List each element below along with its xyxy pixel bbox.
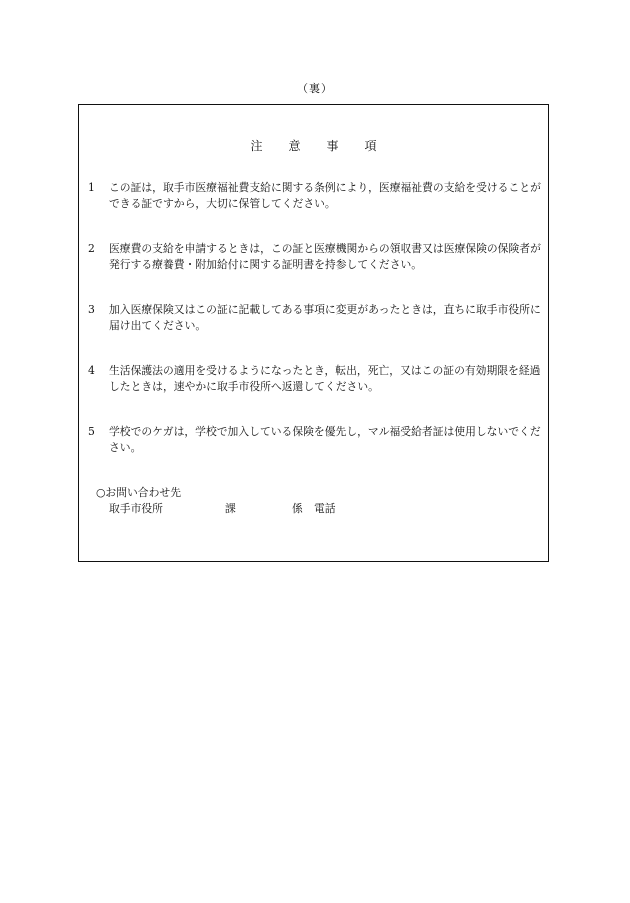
- item-number: 3: [88, 303, 95, 316]
- notice-item: [88, 363, 544, 395]
- item-number: 2: [88, 242, 95, 255]
- title-char: 意: [288, 139, 301, 153]
- title-char: 事: [326, 139, 339, 153]
- contact-section: 課: [225, 502, 236, 515]
- contact-heading: ○お問い合わせ先: [96, 486, 181, 499]
- item-text: 生活保護法の適用を受けるようになったとき，転出，死亡，又はこの証の有効期限を経過したときは，速やかに取手市役所へ返還してください。: [109, 364, 541, 393]
- item-number: 5: [88, 425, 95, 438]
- item-number: 1: [88, 181, 95, 194]
- notice-item: [88, 180, 544, 212]
- contact-line: [109, 501, 336, 517]
- item-text: この証は，取手市医療福祉費支給に関する条例により，医療福祉費の支給を受けることができる証ですから，大切に保管してください。: [109, 181, 541, 210]
- contact-phone: 電話: [314, 502, 336, 515]
- item-text: 医療費の支給を申請するときは，この証と医療機関からの領収書又は医療保険の保険者が発行する療養費・附加給付に関する証明書を持参してください。: [109, 242, 541, 271]
- notice-item: [88, 241, 544, 273]
- title-char: 注: [250, 139, 263, 153]
- notice-item: [88, 424, 544, 456]
- contact-staff: 係: [292, 502, 303, 515]
- contact-info: [96, 485, 336, 517]
- notice-box: [78, 104, 549, 562]
- item-text: 学校でのケガは，学校で加入している保険を優先し，マル福受給者証は使用しないでください。: [109, 425, 541, 454]
- notice-item: [88, 302, 544, 334]
- item-number: 4: [88, 364, 95, 377]
- item-text: 加入医療保険又はこの証に記載してある事項に変更があったときは，直ちに取手市役所に届け出てください。: [109, 303, 541, 332]
- title-char: 項: [364, 139, 377, 153]
- notice-title: [79, 137, 548, 154]
- contact-office: 取手市役所: [109, 502, 163, 515]
- page-side-label: （裏）: [297, 82, 333, 95]
